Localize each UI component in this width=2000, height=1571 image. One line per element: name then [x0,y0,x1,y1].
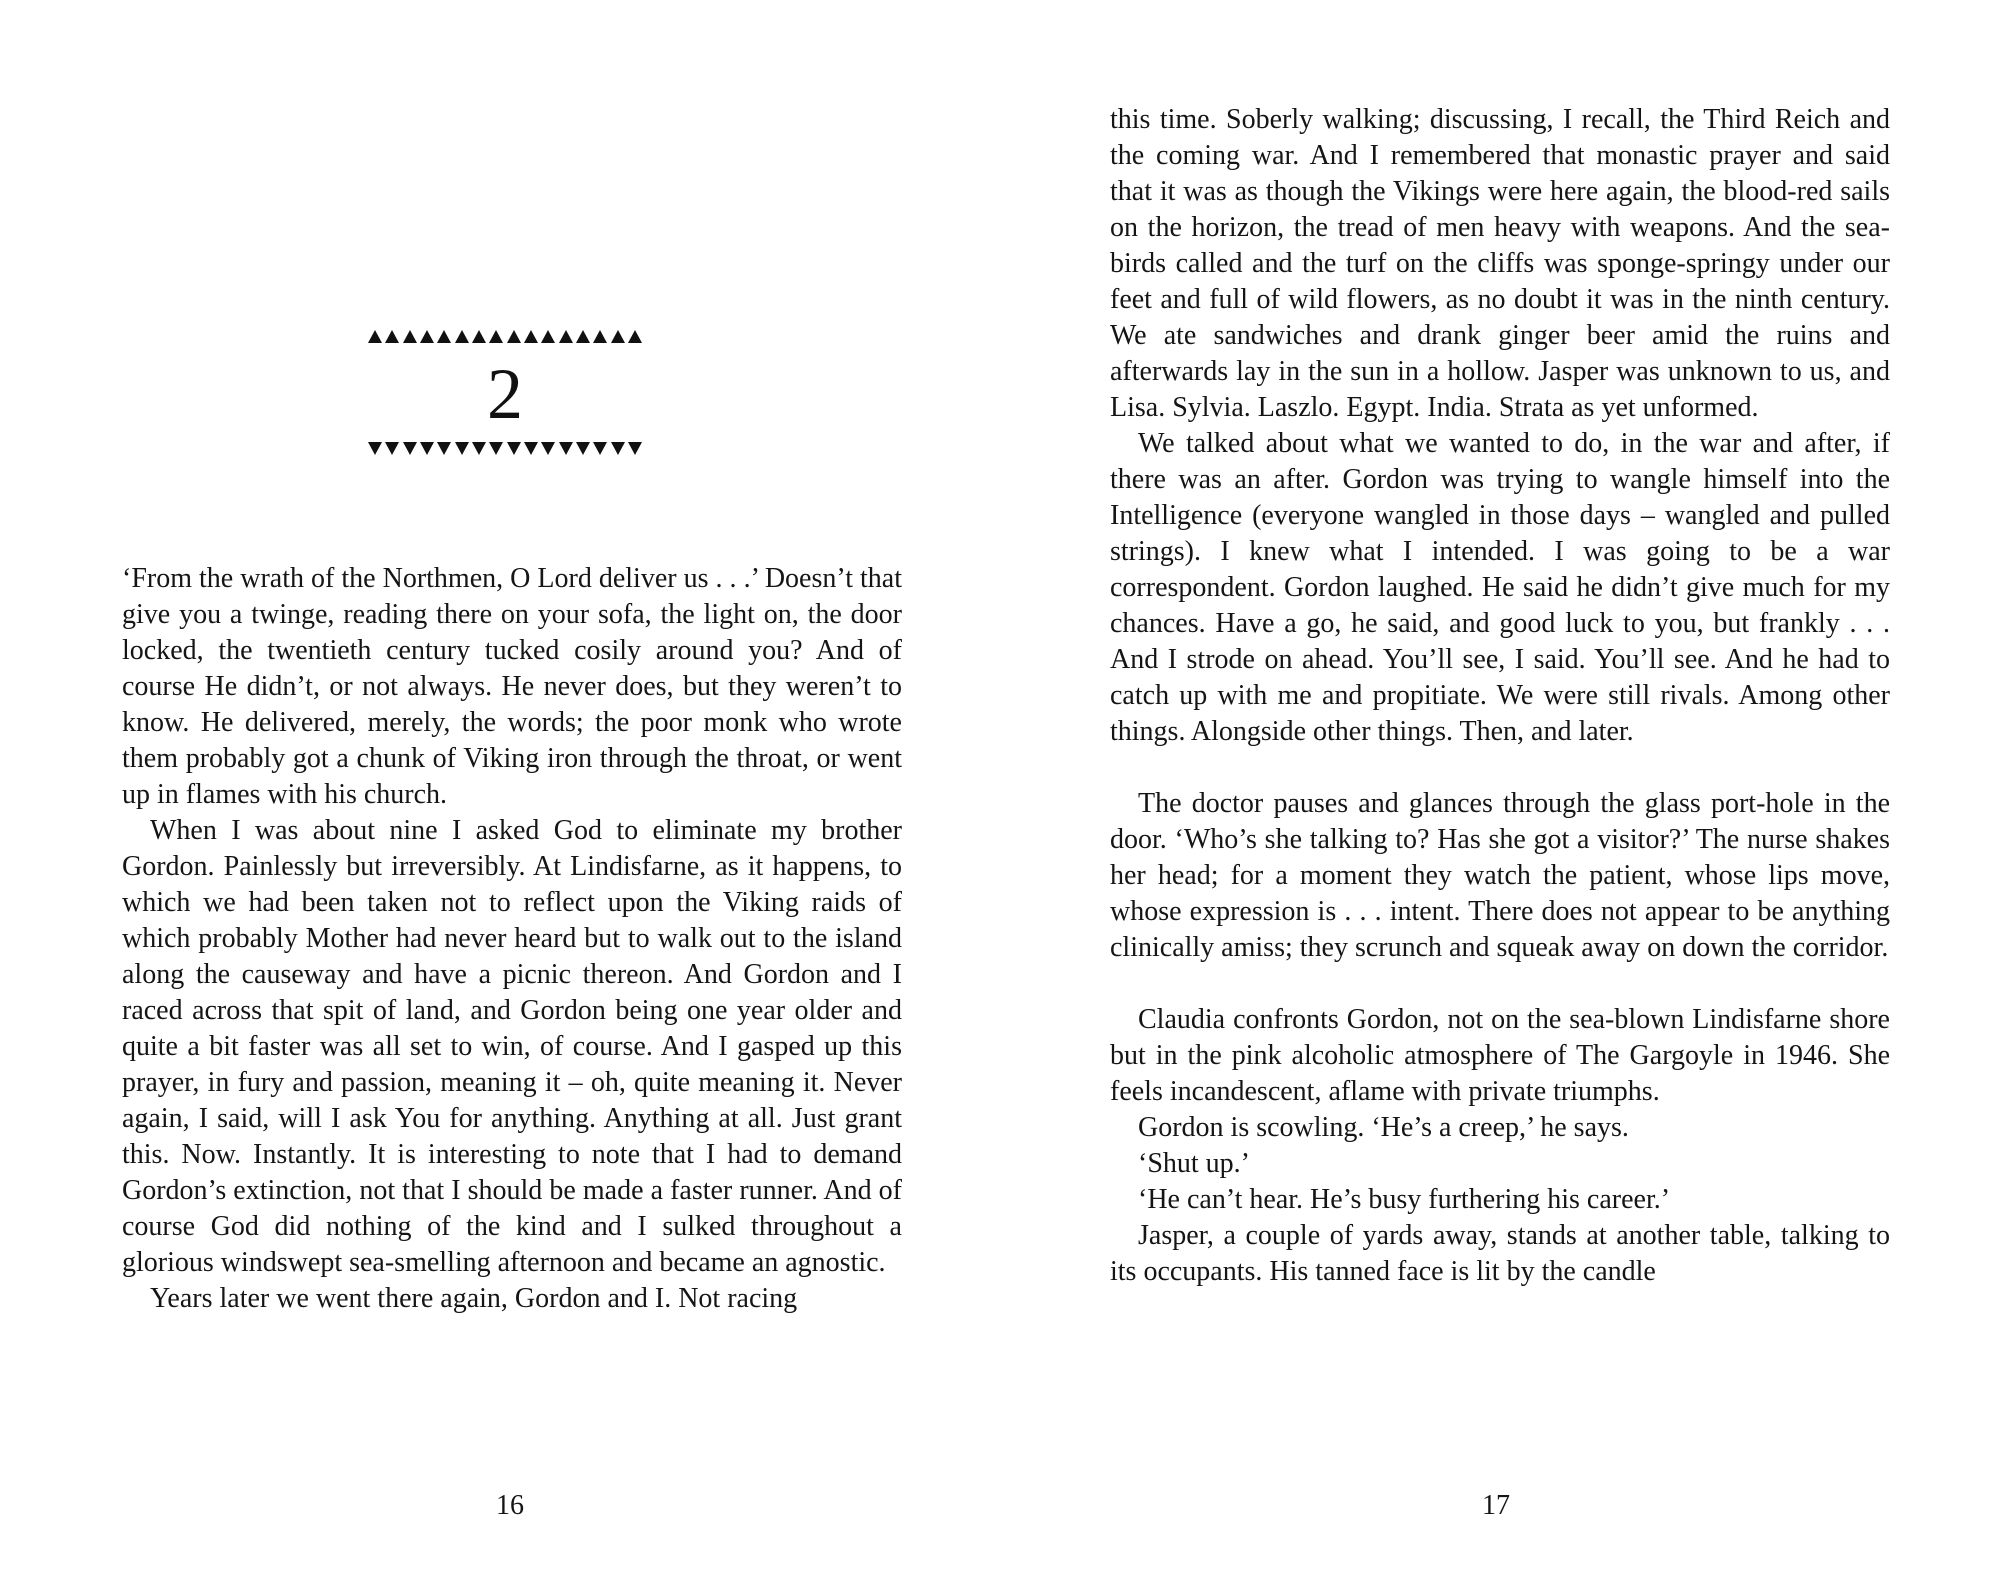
page-number-left: 16 [496,1490,524,1521]
paragraph: The doctor pauses and glances through the glass port-hole in the door. ‘Who’s she talking to? Has she got a visitor?’ The nurse shakes her head; for a moment they watch the patient, whose lips move, whose expression is . . . intent. There does not appear to be anything clinically amiss; they scrunch and squeak away on down the corridor. [1110,788,1890,963]
paragraph: this time. Soberly walking; discussing, I recall, the Third Reich and the coming war. And I remembered that monastic prayer and said that it was as though the Vikings were here again, the blood-red sails on the horizon, the tread of men heavy with weapons. And the sea-birds called and the turf on the cliffs was sponge-springy under our feet and full of wild flowers, as no doubt it was in the ninth century. We ate sandwiches and drank ginger beer amid the ruins and afterwards lay in the sun in a hollow. Jasper was unknown to us, and Lisa. Sylvia. Laszlo. Egypt. India. Strata as yet unformed. [1110,104,1890,423]
left-body-text [122,561,902,1317]
paragraph: Jasper, a couple of yards away, stands at another table, talking to its occupants. His tanned face is lit by the candle [1110,1220,1890,1287]
paragraph: ‘He can’t hear. He’s busy furthering his career.’ [1138,1184,1671,1215]
paragraph: Years later we went there again, Gordon and I. Not racing [150,1283,798,1314]
paragraph: ‘From the wrath of the Northmen, O Lord deliver us . . .’ Doesn’t that give you a twinge, reading there on your sofa, the light on, the door locked, the twentieth century tucked cosily around you? And of course He didn’t, or not always. He never does, but they weren’t to know. He delivered, merely, the words; the poor monk who wrote them probably got a chunk of Viking iron through the throat, or went up in flames with his church. [122,563,902,810]
paragraph: ‘Shut up.’ [1138,1148,1250,1179]
right-body-text [1110,102,1890,1290]
paragraph: Claudia confronts Gordon, not on the sea-blown Lindisfarne shore but in the pink alcoholic atmosphere of The Gargoyle in 1946. She feels incandescent, aflame with private triumphs. [1110,1004,1890,1107]
section-break [1110,750,1890,786]
chapter-heading [365,330,645,456]
section-break [1110,966,1890,1002]
page-number-right: 17 [1482,1490,1510,1521]
ornament-top-triangles [368,330,642,344]
paragraph: When I was about nine I asked God to eliminate my brother Gordon. Painlessly but irreversibly. At Lindisfarne, as it happens, to which we had been taken not to reflect upon the Viking raids of which probably Mother had never heard but to walk out to the island along the causeway and have a picnic thereon. And Gordon and I raced across that spit of land, and Gordon being one year older and quite a bit faster was all set to win, of course. And I gasped up this prayer, in fury and passion, meaning it – oh, quite meaning it. Never again, I said, will I ask You for anything. Anything at all. Just grant this. Now. Instantly. It is interesting to note that I had to demand Gordon’s extinction, not that I should be made a faster runner. And of course God did nothing of the kind and I sulked throughout a glorious windswept sea-smelling afternoon and became an agnostic. [122,815,902,1278]
paragraph: Gordon is scowling. ‘He’s a creep,’ he says. [1138,1112,1629,1143]
right-page [1000,0,2000,1571]
ornament-bottom-triangles [368,442,642,456]
chapter-number: 2 [487,354,523,434]
paragraph: We talked about what we wanted to do, in the war and after, if there was an after. Gordon was trying to wangle himself into the Intelligence (everyone wangled in those days – wangled and pulled strings). I knew what I intended. I was going to be a war correspondent. Gordon laughed. He said he didn’t give much for my chances. Have a go, he said, and good luck to you, but frankly . . . And I strode on ahead. You’ll see, I said. You’ll see. And he had to catch up with me and propitiate. We were still rivals. Among other things. Alongside other things. Then, and later. [1110,428,1890,747]
